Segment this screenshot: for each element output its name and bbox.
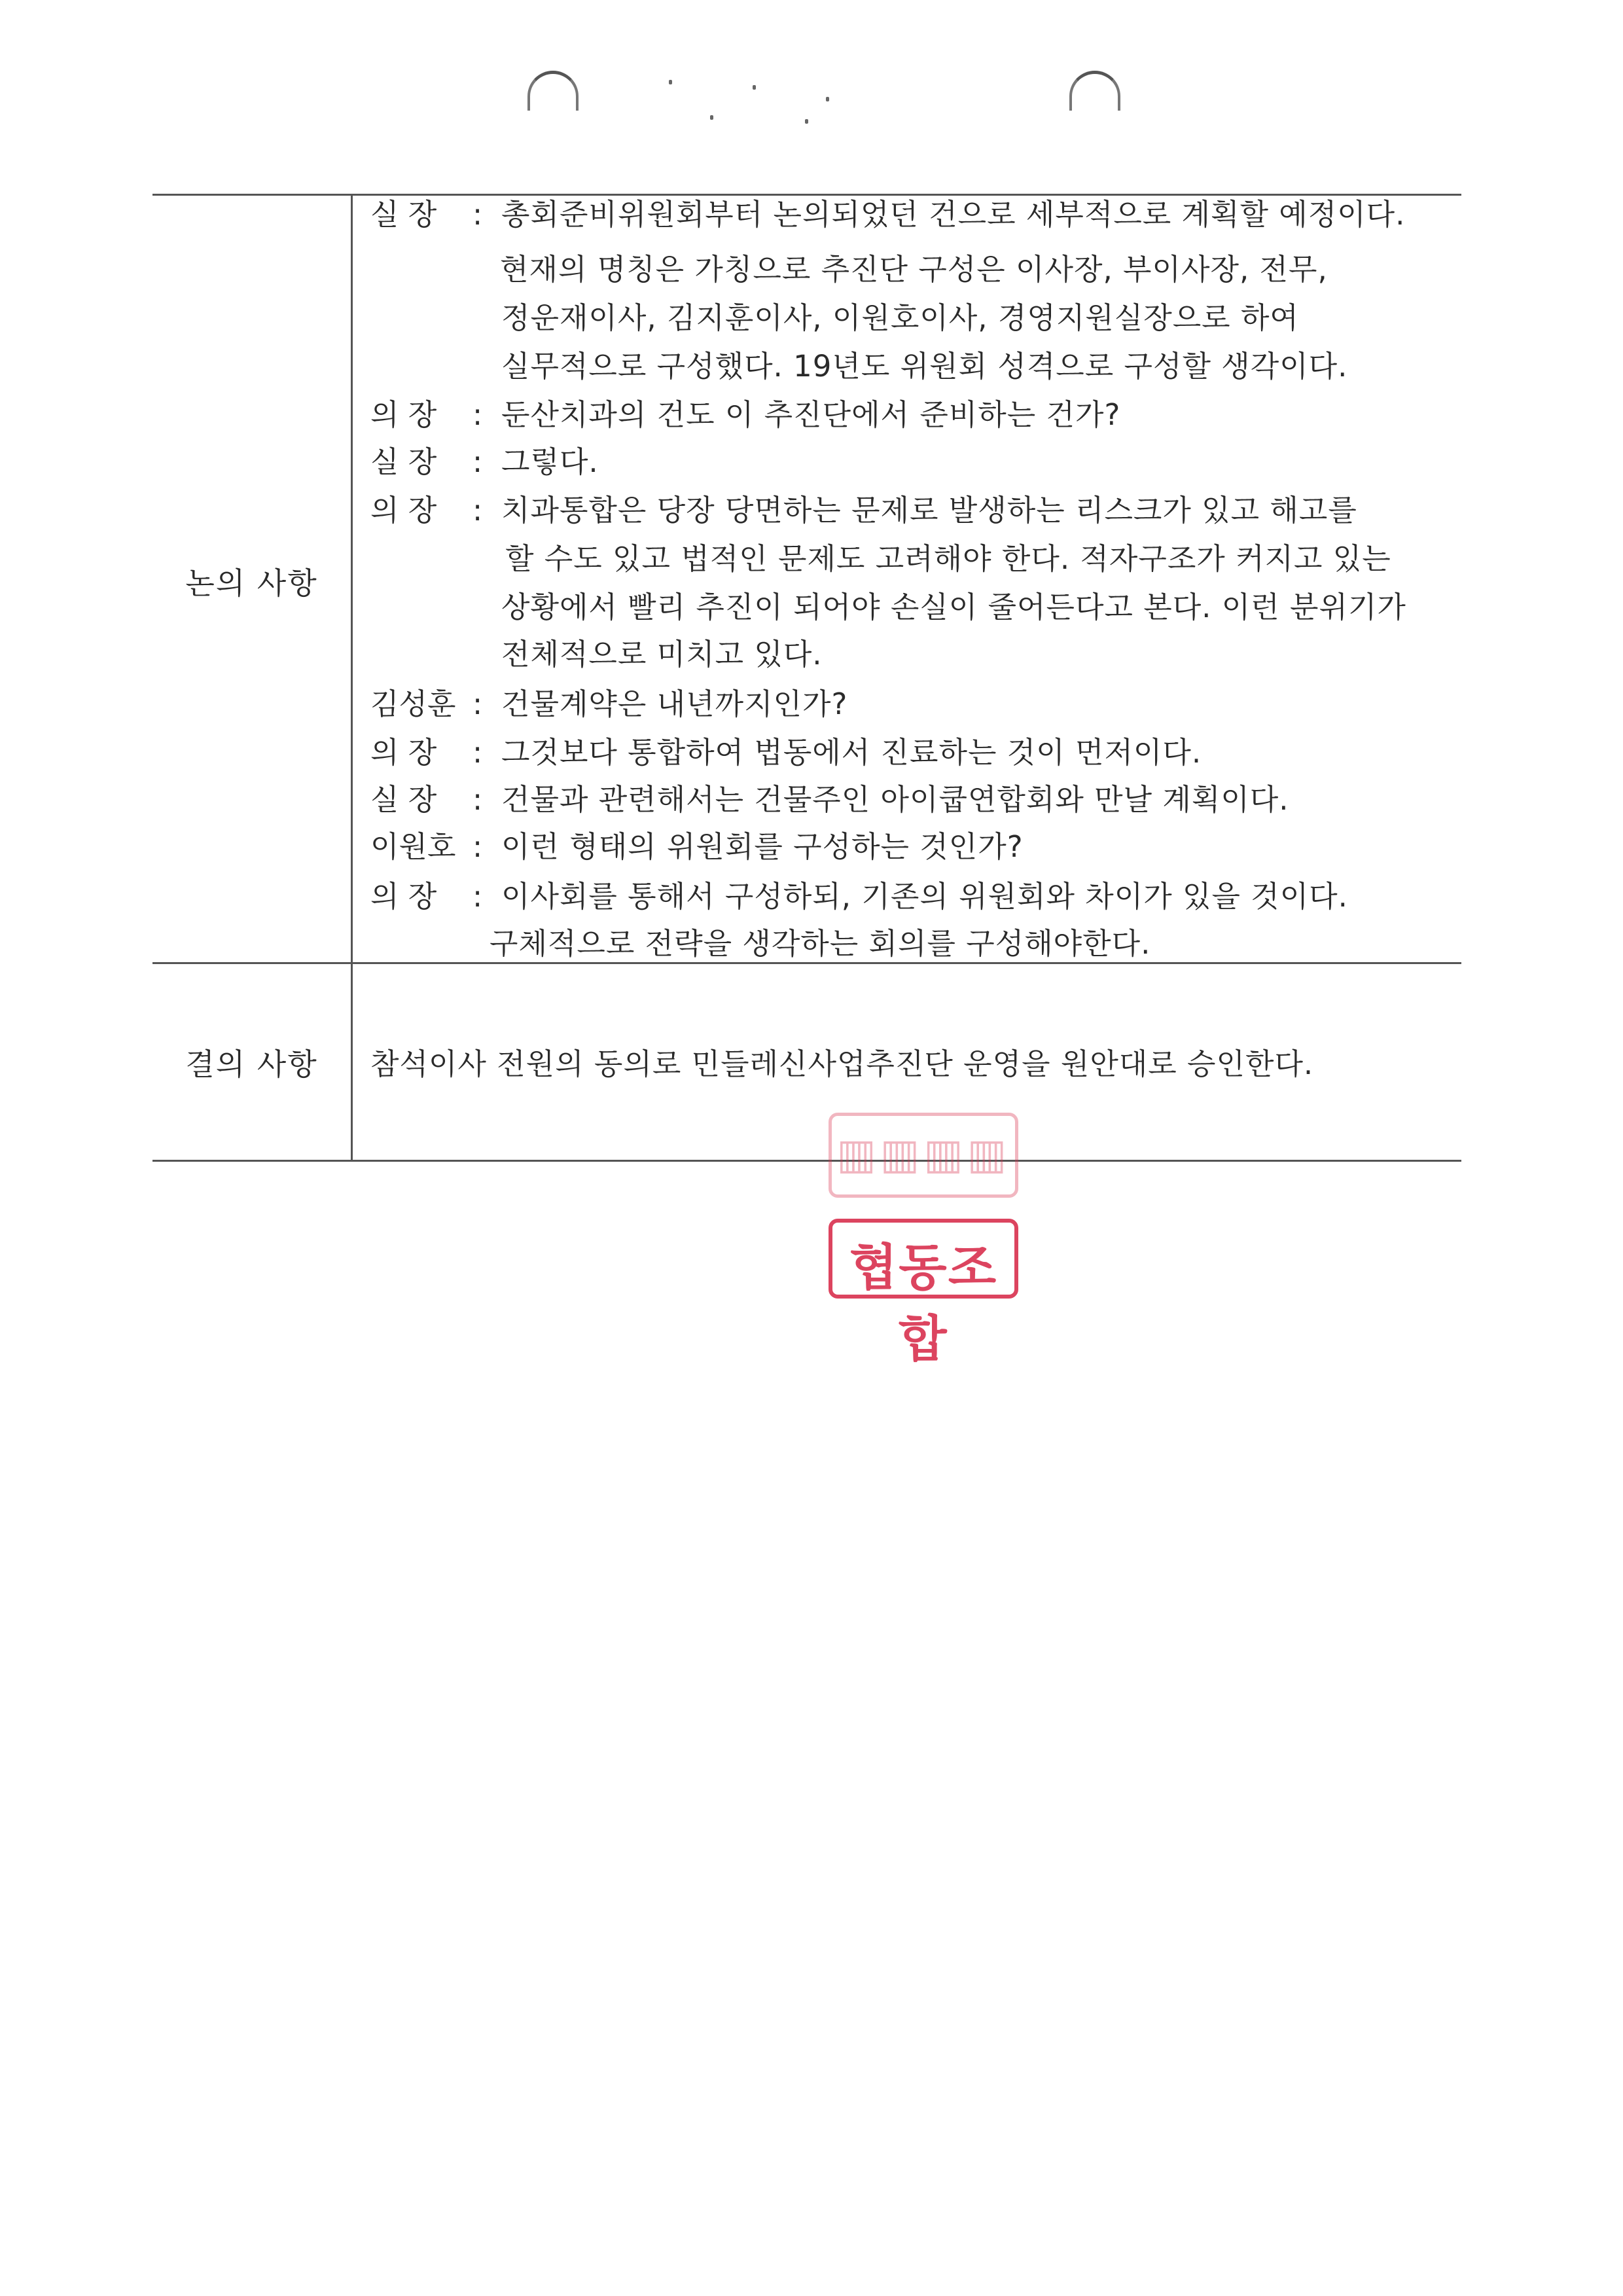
discussion-section-label: 논의 사항	[185, 565, 318, 601]
speaker-colon: :	[473, 397, 483, 432]
speaker-name: 이원호	[370, 829, 456, 864]
scan-speck	[669, 80, 672, 84]
statement-line: 할 수도 있고 법적인 문제도 고려해야 한다. 적자구조가 커지고 있는	[505, 541, 1391, 576]
speaker-name: 김성훈	[370, 687, 456, 721]
statement-line: 총회준비위원회부터 논의되었던 건으로 세부적으로 계획할 예정이다.	[501, 197, 1406, 232]
speaker-colon: :	[473, 687, 483, 721]
resolution-section-label: 결의 사항	[185, 1047, 318, 1082]
statement-line: 이런 형태의 위원회를 구성하는 것인가?	[501, 829, 1024, 864]
speaker-name: 실 장	[370, 782, 437, 817]
statement-line: 전체적으로 미치고 있다.	[501, 637, 823, 672]
resolution-text: 참석이사 전원의 동의로 민들레신사업추진단 운영을 원안대로 승인한다.	[370, 1047, 1314, 1081]
statement-line: 그것보다 통합하여 법동에서 진료하는 것이 먼저이다.	[501, 735, 1202, 770]
statement-line: 상황에서 빨리 추진이 되어야 손실이 줄어든다고 본다. 이런 분위기가	[501, 590, 1406, 624]
statement-line: 건물과 관련해서는 건물주인 아이쿱연합회와 만날 계획이다.	[501, 782, 1289, 817]
faint-seal-text: ▥▥▥▥	[836, 1130, 1010, 1179]
statement-line: 치과통합은 당장 당면하는 문제로 발생하는 리스크가 있고 해고를	[501, 493, 1357, 528]
statement-line: 둔산치과의 건도 이 추진단에서 준비하는 건가?	[501, 397, 1121, 432]
cooperative-seal	[829, 1219, 1018, 1368]
speaker-colon: :	[473, 493, 483, 528]
speaker-name: 의 장	[370, 735, 437, 770]
statement-line: 실무적으로 구성했다. 19년도 위원회 성격으로 구성할 생각이다.	[501, 349, 1348, 384]
scan-speck	[710, 115, 713, 120]
speaker-colon: :	[473, 197, 483, 232]
speaker-name: 의 장	[370, 493, 437, 528]
punch-hole-right	[1069, 71, 1120, 111]
speaker-name: 의 장	[370, 879, 437, 914]
scan-speck	[826, 97, 829, 101]
statement-line: 이사회를 통해서 구성하되, 기존의 위원회와 차이가 있을 것이다.	[501, 879, 1348, 914]
speaker-colon: :	[473, 444, 483, 479]
statement-line: 건물계약은 내년까지인가?	[501, 687, 848, 721]
speaker-colon: :	[473, 735, 483, 770]
statement-line: 현재의 명칭은 가칭으로 추진단 구성은 이사장, 부이사장, 전무,	[500, 252, 1328, 287]
punch-hole-left	[527, 71, 579, 111]
speaker-name: 실 장	[370, 197, 437, 232]
statement-line: 정운재이사, 김지훈이사, 이원호이사, 경영지원실장으로 하여	[501, 300, 1299, 335]
scan-speck	[805, 119, 808, 124]
scan-speck	[753, 85, 756, 90]
table-column-divider	[351, 194, 353, 1160]
speaker-name: 실 장	[370, 444, 437, 479]
cooperative-seal-text: 협동조합	[849, 1238, 998, 1368]
speaker-name: 의 장	[370, 397, 437, 432]
speaker-colon: :	[473, 879, 483, 914]
table-bottom-rule	[152, 1160, 1461, 1162]
speaker-colon: :	[473, 829, 483, 864]
faint-seal-impression	[829, 1113, 1018, 1198]
statement-line: 구체적으로 전략을 생각하는 회의를 구성해야한다.	[490, 926, 1151, 961]
speaker-colon: :	[473, 782, 483, 817]
statement-line: 그렇다.	[501, 444, 599, 479]
